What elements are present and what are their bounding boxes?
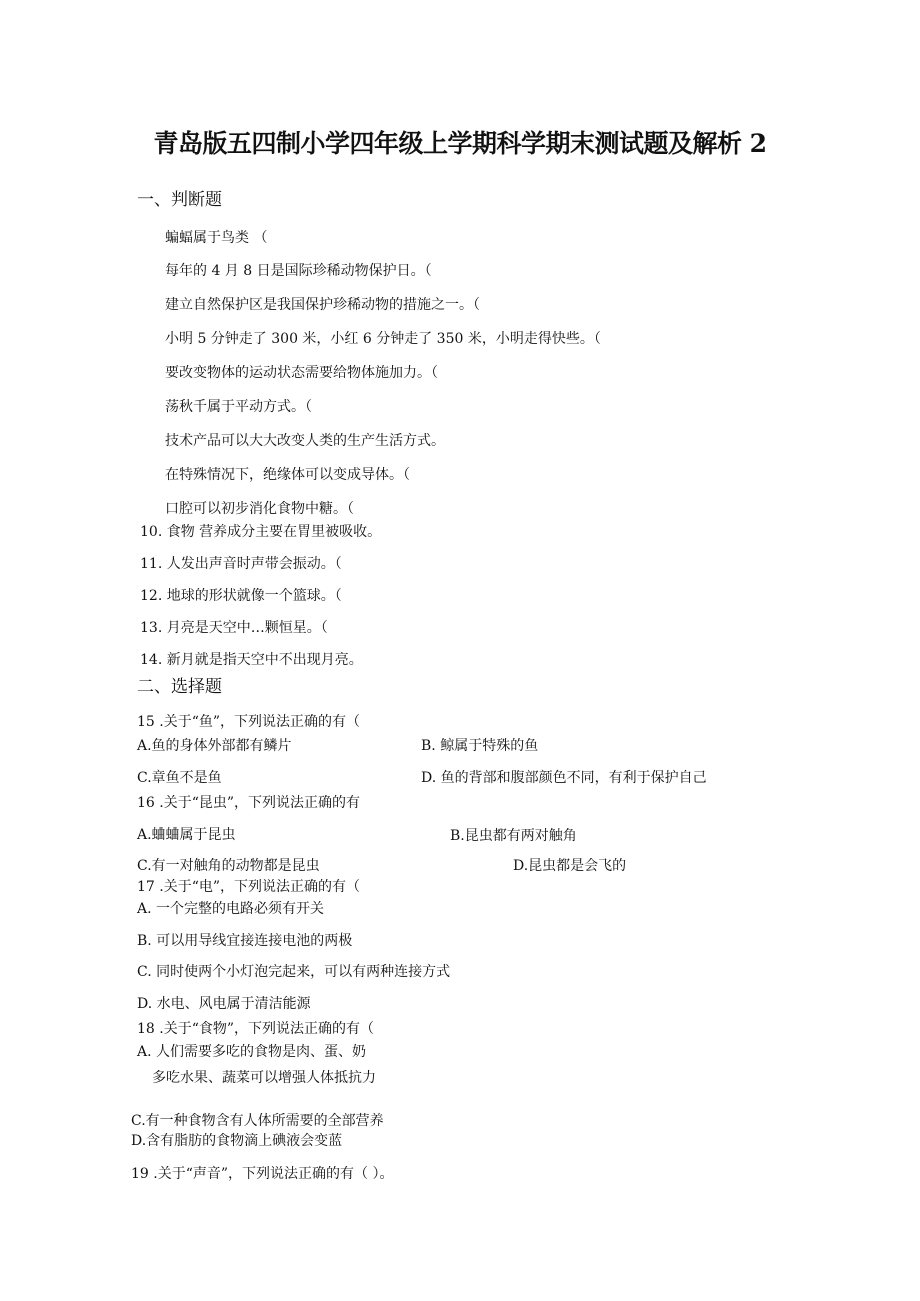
question-17-option-c: C. 同时使两个小灯泡完起来，可以有两种连接方式 xyxy=(137,964,451,980)
question-16-option-b: B.昆虫都有两对触角 xyxy=(450,828,577,844)
judgment-item: 在特殊情况下，绝缘体可以变成导体。（ xyxy=(165,467,410,483)
question-15-stem: 15 .关于“鱼”，下列说法正确的有（ xyxy=(137,714,361,730)
question-15-option-b: B. 鲸属于特殊的鱼 xyxy=(421,738,539,754)
judgment-item: 荡秋千属于平动方式。（ xyxy=(165,399,312,415)
question-16-option-c: C.有一对触角的动物都是昆虫 xyxy=(137,858,320,874)
judgment-item: 技术产品可以大大改变人类的生产生活方式。 xyxy=(165,433,445,449)
question-15-option-c: C.章鱼不是鱼 xyxy=(137,770,222,786)
judgment-item: 14. 新月就是指天空中不出现月亮。 xyxy=(140,652,363,668)
judgment-item: 每年的 4 月 8 日是国际珍稀动物保护日。（ xyxy=(165,263,432,279)
question-17-option-a: A. 一个完整的电路必须有开关 xyxy=(137,901,325,917)
judgment-item: 小明 5 分钟走了 300 米，小红 6 分钟走了 350 米，小明走得快些。（ xyxy=(165,331,601,347)
question-18-option-c: C.有一种食物含有人体所需要的全部营养 xyxy=(131,1113,384,1129)
question-16-option-d: D.昆虫都是会飞的 xyxy=(513,858,627,874)
section-heading-choice: 二、选择题 xyxy=(137,677,222,697)
question-18-option-d: D.含有脂肪的食物滴上碘液会变蓝 xyxy=(131,1133,343,1149)
question-17-option-b: B. 可以用导线宜接连接电池的两极 xyxy=(137,933,353,949)
page-title: 青岛版五四制小学四年级上学期科学期末测试题及解析 2 xyxy=(153,129,767,158)
judgment-item: 口腔可以初步消化食物中糖。（ xyxy=(165,501,354,517)
judgment-item: 13. 月亮是天空中…颗恒星。（ xyxy=(140,620,328,636)
section-heading-judgment: 一、判断题 xyxy=(137,190,222,210)
judgment-item: 10. 食物 营养成分主要在胃里被吸收。 xyxy=(140,524,382,540)
question-16-option-a: A.蛐蛐属于昆虫 xyxy=(137,827,236,843)
judgment-item: 要改变物体的运动状态需要给物体施加力。（ xyxy=(165,365,438,381)
question-15-option-d: D. 鱼的背部和腹部颜色不同，有利于保护自己 xyxy=(421,770,707,786)
judgment-item: 建立自然保护区是我国保护珍稀动物的措施之一。（ xyxy=(165,297,480,313)
question-18-stem: 18 .关于“食物”，下列说法正确的有（ xyxy=(137,1021,375,1037)
judgment-item: 12. 地球的形状就像一个篮球。（ xyxy=(140,588,342,604)
judgment-item: 蝙蝠属于鸟类 （ xyxy=(165,230,268,246)
question-15-option-a: A.鱼的身体外部都有鳞片 xyxy=(137,738,292,754)
question-18-option-a-continued: 多吃水果、蔬菜可以增强人体抵抗力 xyxy=(152,1070,376,1086)
question-17-stem: 17 .关于“电”，下列说法正确的有（ xyxy=(137,879,361,895)
question-17-option-d: D. 水电、风电属于清洁能源 xyxy=(137,996,311,1012)
question-18-option-a: A. 人们需要多吃的食物是肉、蛋、奶 xyxy=(137,1044,367,1060)
question-19-stem: 19 .关于“声音”，下列说法正确的有（ ）。 xyxy=(131,1166,394,1182)
question-16-stem: 16 .关于“昆虫”，下列说法正确的有 xyxy=(137,795,361,811)
judgment-item: 11. 人发出声音时声带会振动。（ xyxy=(140,556,342,572)
